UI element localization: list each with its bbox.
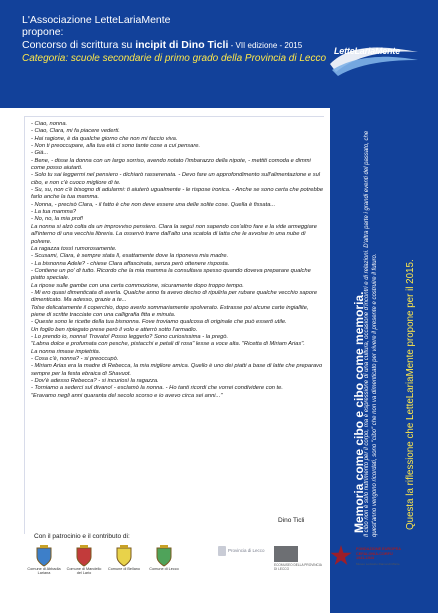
logo-text: LetteLariaMente <box>334 46 401 56</box>
ecomuseo-name: ECOMUSEO DELLA PROVINCIA DI LECCO <box>274 563 322 571</box>
sidebar-band <box>330 108 438 613</box>
crest-icon <box>155 545 173 567</box>
story-line: Tolse delicatamente il coperchio, dopo averlo sommariamente spolverato. Estrasse poi alcune carte ingiallite, piene di scritte tracciate con una calligrafia fitta e minuta. <box>31 304 309 318</box>
cefalonia-name-line: CEFALONIA-CORFÙ <box>356 551 393 556</box>
story-text <box>24 116 324 534</box>
cefalonia-years: 1941-1944 <box>356 556 375 561</box>
story-line: - La bisnonna Adele? - chiese Clara affascinata, senza però ottenere risposta. <box>31 260 230 267</box>
story-line: "Labna dolce e profumata con pesche, pistacchi e petali di rosa" lesse a voce alta. "Ricetta di Miriam Arias". <box>31 341 305 348</box>
story-line: - Già... <box>31 150 49 157</box>
story-line: La nonna rimase impietrita. <box>31 348 101 355</box>
crest-icon <box>115 545 133 567</box>
ecomuseo-logo-icon <box>274 546 298 562</box>
story-line: - Scusami, Clara, è sempre stata lì, esattamente dove la riponeva mia madre. <box>31 253 229 260</box>
header-band <box>0 0 438 108</box>
cefalonia-title: FONDAZIONE EUROPEA <box>356 547 401 551</box>
contest-category: Categoria: scuole secondarie di primo grado della Provincia di Lecco <box>22 53 327 64</box>
author-signature: Dino Ticli <box>278 517 305 524</box>
sponsor-abbadia <box>24 545 64 576</box>
association-name: L'Associazione LetteLariaMente <box>22 14 171 26</box>
sponsor-name: Comune di Lecco <box>149 567 179 571</box>
sponsor-provincia: Provincia di Lecco <box>228 548 265 553</box>
story-line: - Su, su, non c'è bisogno di adularmi: ti aiuterò ugualmente - le rispose ironica. - Anche se sono certa che potrebbe farlo anche la tua mamma. <box>31 187 324 201</box>
sponsor-ecomuseo <box>274 546 324 572</box>
crest-icon <box>75 545 93 567</box>
story-line: - No, no, la mia prof! <box>31 216 84 223</box>
story-line: - Cosa c'è, nonna? - si preoccupò. <box>31 356 119 362</box>
story-line: - Ciao, nonna. <box>31 121 68 127</box>
crest-icon <box>35 545 53 567</box>
sponsor-lecco <box>144 545 184 571</box>
story-line: - Non ti preoccupare, alla tua età ci sono tante cose a cui pensare. <box>31 143 201 150</box>
proposes-label: propone: <box>22 26 64 38</box>
sidebar-title: Memoria come cibo e cibo come memoria. <box>352 291 366 533</box>
sponsors-label: Con il patrocinio e il contributo di: <box>34 533 130 540</box>
story-line: - Torniamo a sederci sul divano! - esclamò la nonna. - Ho tanti ricordi che vorrei condividere con te. <box>31 385 283 392</box>
story-line: - Mi ero quasi dimenticata di averla. Qualche anno fa avevo deciso di ripulirla per rubare qualche vecchio sapore dimenticato. Ma adesso, grazie a te... <box>31 289 318 304</box>
story-line: - La tua mamma? <box>31 209 77 216</box>
contest-edition: - VII edizione - 2015 <box>228 41 303 50</box>
story-line: - Miriam Arias era la madre di Rebecca, la mia migliore amica. Quello è uno dei piatti a base di latte che preparavo sempre per la festa ebraica di Shavuot. <box>31 363 323 377</box>
story-line: - Lo prendo io, nonna! Trovato! Posso leggerlo? Sono curiosissima - la pregò. <box>31 333 229 340</box>
sidebar-cta: Questa la riflessione che LetteLariaMente propone per il 2015. <box>405 259 416 530</box>
story-line: - Hai ragione, è da qualche giorno che non mi faccio viva. <box>31 135 178 142</box>
story-line: Un foglio ben ripiegato prese però il volo e atterrò sotto l'armadio. <box>31 326 198 333</box>
sponsor-name: Comune di Mandello del Lario <box>66 567 102 576</box>
cefalonia-subtitle: Museo Lodovico Ramondi Mistre <box>356 562 400 566</box>
story-line: - Bene, - disse la donna con un largo sorriso, avendo notato l'imbarazzo della nipote, - mettiti comoda e dimmi come posso aiutarti. <box>31 157 311 172</box>
story-line: - Queste sono le ricette della tua bisnonna. Fove troviamo qualcosa di originale che può esserti utile. <box>31 319 287 326</box>
sponsor-mandello <box>64 545 104 576</box>
contest-title-pre: Concorso di scrittura su <box>22 39 136 51</box>
story-line: - Dov'è adesso Rebecca? - si incuriosì la ragazza. <box>31 378 159 385</box>
story-line: - Solo tu sai leggermi nel pensiero - dichiarò rasserenata. - Devo fare un approfondimento sull'alimentazione e sul cibo, e non c'è cuoco migliore di te. <box>31 172 321 186</box>
story-line: "Eravamo negli anni quaranta del secolo scorso e io avevo circa sei anni..." <box>31 392 223 399</box>
story-line: - Nonna, - precisò Clara, - il fatto è che non deve essere una delle solite cose. Quella è fissata... <box>31 201 276 208</box>
contest-title-bold: incipit di Dino Ticli <box>135 39 229 51</box>
provincia-logo-icon <box>218 546 226 556</box>
story-line: La ragazza tossì rumorosamente. <box>31 245 117 252</box>
cefalonia-name <box>356 547 406 561</box>
sidebar-intro: Il cibo non è solo nutrimento per il corpo, ma è espressione di una cultura, occasione d'incontri e di relazioni. D'altra parte i grandi eventi del passato, che quest'anno vengono ricordati, sono "cibo" che non va dimenticato per vivere il presente e costruire il futuro. <box>364 130 378 537</box>
sponsor-name: Comune di Bellano <box>107 567 141 571</box>
story-line: - Ciao, Clara, mi fa piacere vederti. <box>31 128 120 135</box>
story-line: La ripose sulle gambe con una certa commozione, sicuramente dopo troppo tempo. <box>31 282 244 289</box>
sponsor-name: Comune di Abbadia Lariana <box>27 567 61 576</box>
story-line: La nonna si alzò colta da un improvviso pensiero. Clara la seguì non sapendo cos'altro fare e la vide armeggiare all'interno di una vecchia libreria. La osservò trarre dall'alto una scatola di latta che le avvolse in una nube di polvere. <box>31 223 317 245</box>
sponsor-bellano <box>104 545 144 571</box>
contest-title <box>22 39 302 52</box>
story-line: - Contiene un po' di tutto. Ricordo che la mia mamma la consultava spesso quando doveva preparare qualche piatto speciale. <box>31 267 311 282</box>
lettelariamente-logo <box>328 28 420 78</box>
